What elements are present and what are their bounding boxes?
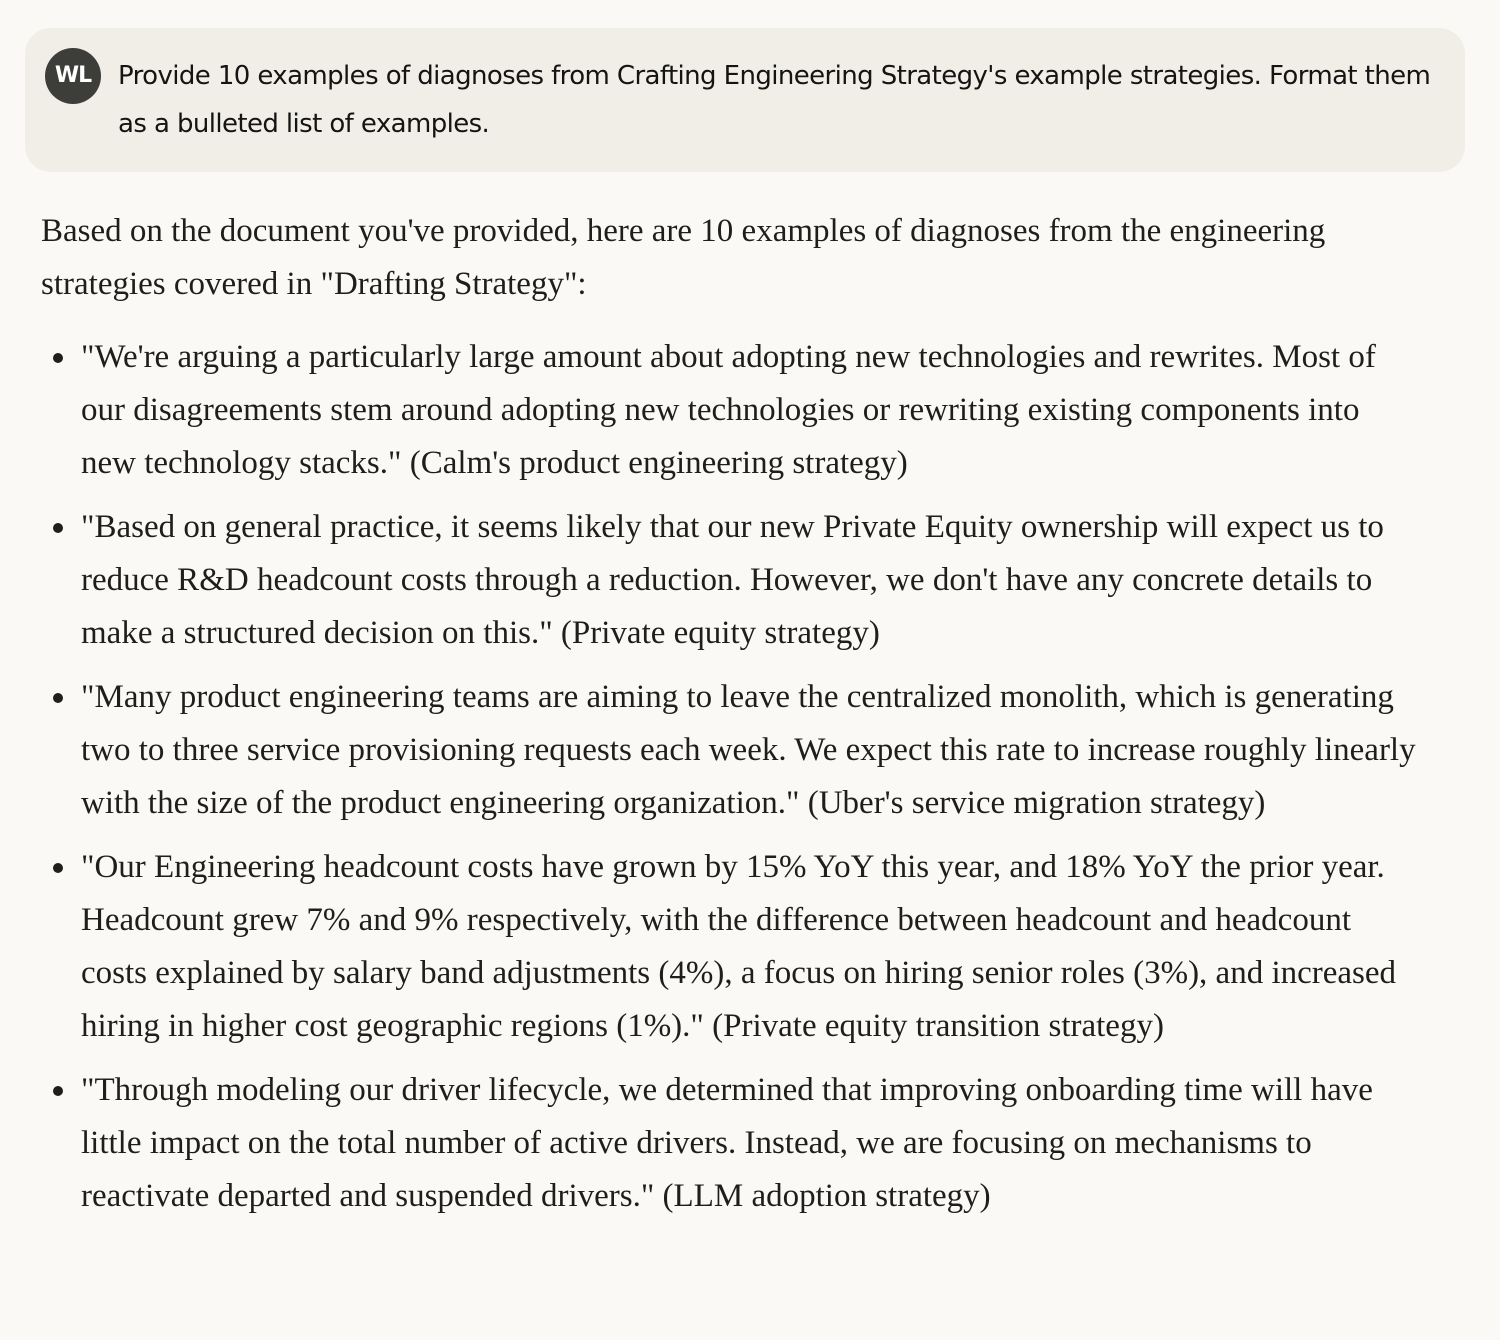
list-item-text: "We're arguing a particularly large amount about adopting new technologies and rewrites. Most of our disagreements stem around adopting new technologies or rewriting existing components into new technology stacks." (Calm's product engineering strategy) [81,339,1376,481]
list-item-text: "Many product engineering teams are aiming to leave the centralized monolith, which is generating two to three service provisioning requests each week. We expect this rate to increase roughly linearly with the size of the product engineering organization." (Uber's service migration strategy) [81,679,1416,821]
user-message [25,28,1465,172]
bullet-icon [53,353,63,363]
diagnosis-list [41,331,1421,1223]
response-intro: Based on the document you've provided, here are 10 examples of diagnoses from the engineering strategies covered in "Drafting Strategy": [41,213,1326,302]
list-item-text: "Through modeling our driver lifecycle, we determined that improving onboarding time will have little impact on the total number of active drivers. Instead, we are focusing on mechanisms to reactivate departed and suspended drivers." (LLM adoption strategy) [81,1072,1373,1214]
list-item-text: "Based on general practice, it seems likely that our new Private Equity ownership will expect us to reduce R&D headcount costs through a reduction. However, we don't have any concrete details to make a structured decision on this." (Private equity strategy) [81,509,1384,651]
list-item-text: "Our Engineering headcount costs have grown by 15% YoY this year, and 18% YoY the prior year. Headcount grew 7% and 9% respectively, with the difference between headcount and headcount costs explained by salary band adjustments (4%), a focus on hiring senior roles (3%), and increased hiring in higher cost geographic regions (1%)." (Private equity transition strategy) [81,849,1397,1044]
bullet-icon [53,1086,63,1096]
bullet-icon [53,863,63,873]
bullet-icon [53,693,63,703]
user-prompt-text: Provide 10 examples of diagnoses from Crafting Engineering Strategy's example strategies. Format them as a bulleted list of examples. [118,61,1431,139]
list-item [41,671,1421,830]
user-avatar: WL [45,48,101,104]
list-item [41,841,1421,1053]
bullet-icon [53,523,63,533]
list-item [41,501,1421,660]
list-item [41,331,1421,490]
list-item [41,1064,1421,1223]
assistant-response [41,205,1421,1234]
